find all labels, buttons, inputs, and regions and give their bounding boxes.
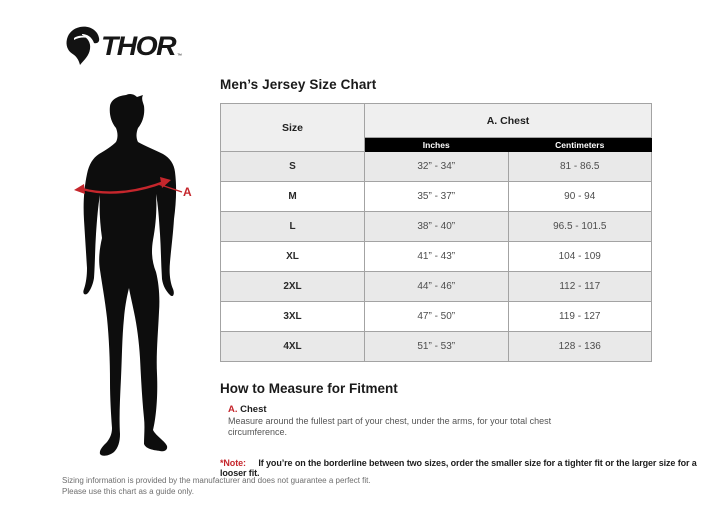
male-silhouette: [83, 94, 176, 456]
disclaimer-line-2: Please use this chart as a guide only.: [62, 487, 194, 496]
size-row-4xl: [221, 332, 652, 362]
note-label: *Note:: [220, 458, 246, 468]
note-text: If you’re on the borderline between two sizes, order the smaller size for a tighter fit or the larger size for a looser fit.: [220, 458, 697, 478]
thor-logo: [64, 24, 184, 71]
cm-cell: 90 - 94: [508, 182, 652, 212]
inches-cell: 41” - 43”: [365, 242, 509, 272]
size-cell: L: [221, 212, 365, 242]
measure-key: A.: [228, 404, 238, 415]
page-title: Men’s Jersey Size Chart: [220, 77, 377, 92]
cm-cell: 81 - 86.5: [508, 152, 652, 182]
disclaimer: [62, 475, 371, 497]
thor-ram-icon: [67, 27, 100, 65]
cm-cell: 119 - 127: [508, 302, 652, 332]
size-row-xl: [221, 242, 652, 272]
size-row-2xl: [221, 272, 652, 302]
size-table: [220, 103, 652, 362]
fitment-figure: [70, 92, 195, 479]
size-row-m: [221, 182, 652, 212]
male-silhouette-diagram: [70, 92, 195, 474]
size-row-3xl: [221, 302, 652, 332]
cm-cell: 104 - 109: [508, 242, 652, 272]
size-cell: XL: [221, 242, 365, 272]
measure-description: Measure around the fullest part of your chest, under the arms, for your total chest circumference.: [228, 416, 552, 437]
size-column-header: Size: [221, 104, 365, 152]
cm-cell: 112 - 117: [508, 272, 652, 302]
howto-title: How to Measure for Fitment: [220, 381, 398, 396]
table-header-row: [221, 104, 652, 138]
inches-cell: 38” - 40”: [365, 212, 509, 242]
measure-label: [228, 404, 267, 415]
size-cell: 3XL: [221, 302, 365, 332]
thor-trademark: ™: [177, 53, 182, 59]
chest-group-header: A. Chest: [365, 104, 652, 138]
size-cell: S: [221, 152, 365, 182]
thor-logo-graphic: [64, 24, 184, 66]
size-cell: 2XL: [221, 272, 365, 302]
inches-cell: 47” - 50”: [365, 302, 509, 332]
chest-measure-letter: A: [183, 185, 192, 199]
centimeters-header: Centimeters: [508, 138, 652, 152]
cm-cell: 128 - 136: [508, 332, 652, 362]
inches-cell: 35” - 37”: [365, 182, 509, 212]
inches-cell: 44” - 46”: [365, 272, 509, 302]
inches-cell: 32” - 34”: [365, 152, 509, 182]
measure-name: Chest: [240, 404, 267, 415]
size-cell: 4XL: [221, 332, 365, 362]
size-row-s: [221, 152, 652, 182]
inches-header: Inches: [365, 138, 509, 152]
cm-cell: 96.5 - 101.5: [508, 212, 652, 242]
size-row-l: [221, 212, 652, 242]
size-cell: M: [221, 182, 365, 212]
thor-logo-text: THOR: [101, 31, 178, 61]
disclaimer-line-1: Sizing information is provided by the manufacturer and does not guarantee a perfect fit.: [62, 476, 371, 485]
inches-cell: 51” - 53”: [365, 332, 509, 362]
